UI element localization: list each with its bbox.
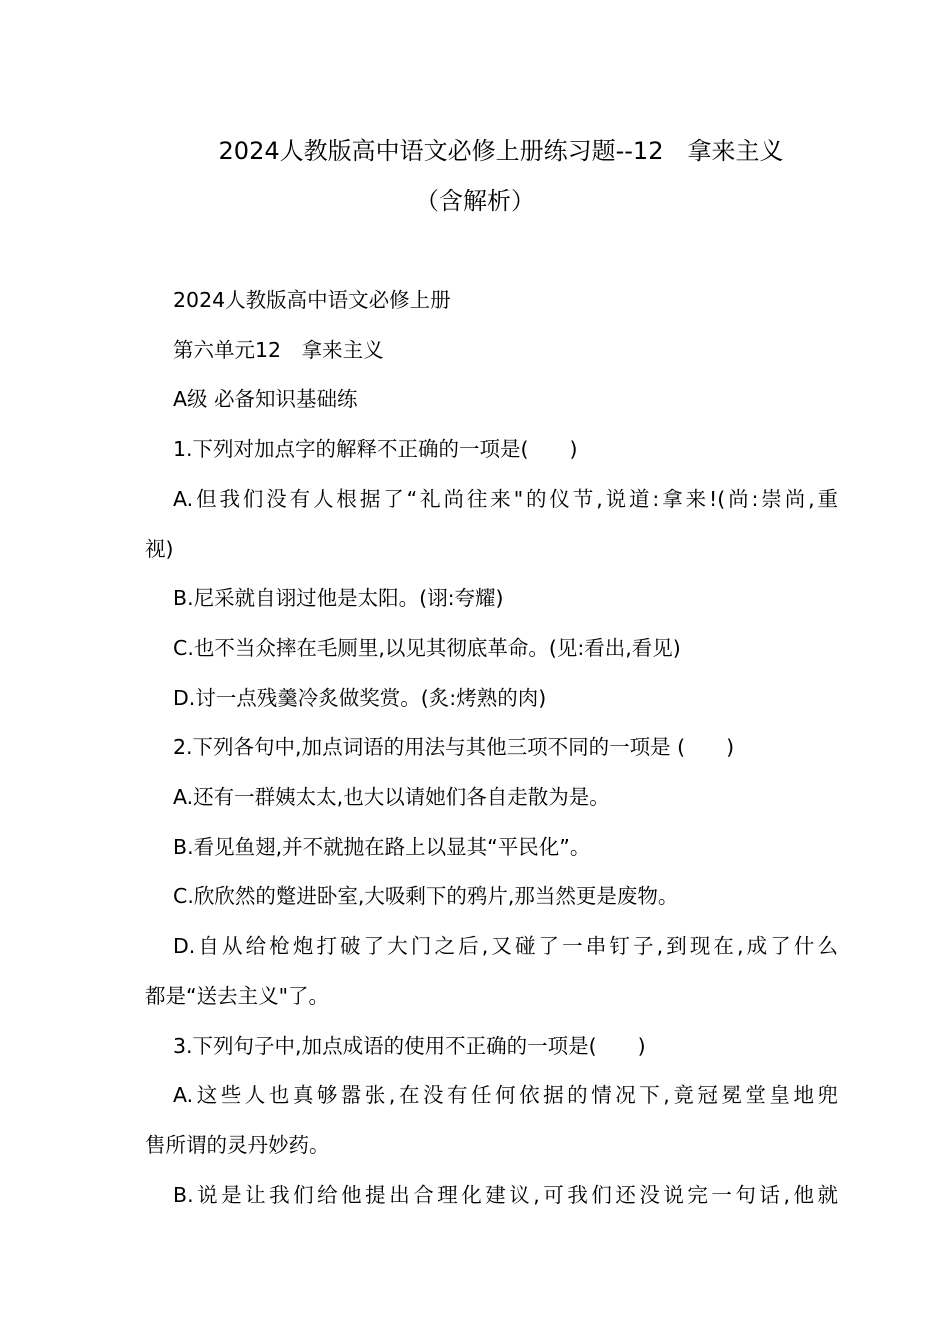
question-1-option-a-continued: 视) (145, 537, 174, 561)
question-2-option-c: C.欣欣然的蹩进卧室,大吸剩下的鸦片,那当然更是废物。 (173, 884, 679, 908)
question-2-option-a: A.还有一群姨太太,也大以请她们各自走散为是。 (173, 785, 610, 809)
question-1: 1.下列对加点字的解释不正确的一项是( ) (173, 437, 578, 461)
question-1-option-c: C.也不当众摔在毛厕里,以见其彻底革命。(见:看出,看见) (173, 636, 681, 660)
text-line-level: A级 必备知识基础练 (173, 387, 358, 411)
question-2-option-b: B.看见鱼翅,并不就抛在路上以显其“平民化”。 (173, 835, 591, 859)
question-3: 3.下列句子中,加点成语的使用不正确的一项是( ) (173, 1034, 646, 1058)
question-3-option-a-continued: 售所谓的灵丹妙药。 (145, 1133, 330, 1157)
question-1-option-b: B.尼采就自诩过他是太阳。(诩:夸耀) (173, 586, 504, 610)
document-title: 2024人教版高中语文必修上册练习题--12 拿来主义 (218, 137, 784, 165)
question-2-option-d-continued: 都是“送去主义"了。 (145, 984, 330, 1008)
question-1-option-d: D.讨一点残羹冷炙做奖赏。(炙:烤熟的肉) (173, 686, 547, 710)
text-line-book: 2024人教版高中语文必修上册 (173, 288, 451, 312)
question-1-option-a: A.但我们没有人根据了“礼尚往来"的仪节,说道:拿来!(尚:崇尚,重 (173, 487, 838, 511)
document-title-suffix: （含解析） (415, 187, 535, 215)
question-2: 2.下列各句中,加点词语的用法与其他三项不同的一项是 ( ) (173, 735, 735, 759)
question-2-option-d: D.自从给枪炮打破了大门之后,又碰了一串钉子,到现在,成了什么 (173, 934, 838, 958)
question-3-option-b: B.说是让我们给他提出合理化建议,可我们还没说完一句话,他就 (173, 1183, 838, 1207)
question-3-option-a: A.这些人也真够嚣张,在没有任何依据的情况下,竟冠冕堂皇地兜 (173, 1083, 838, 1107)
text-line-unit: 第六单元12 拿来主义 (173, 338, 384, 362)
